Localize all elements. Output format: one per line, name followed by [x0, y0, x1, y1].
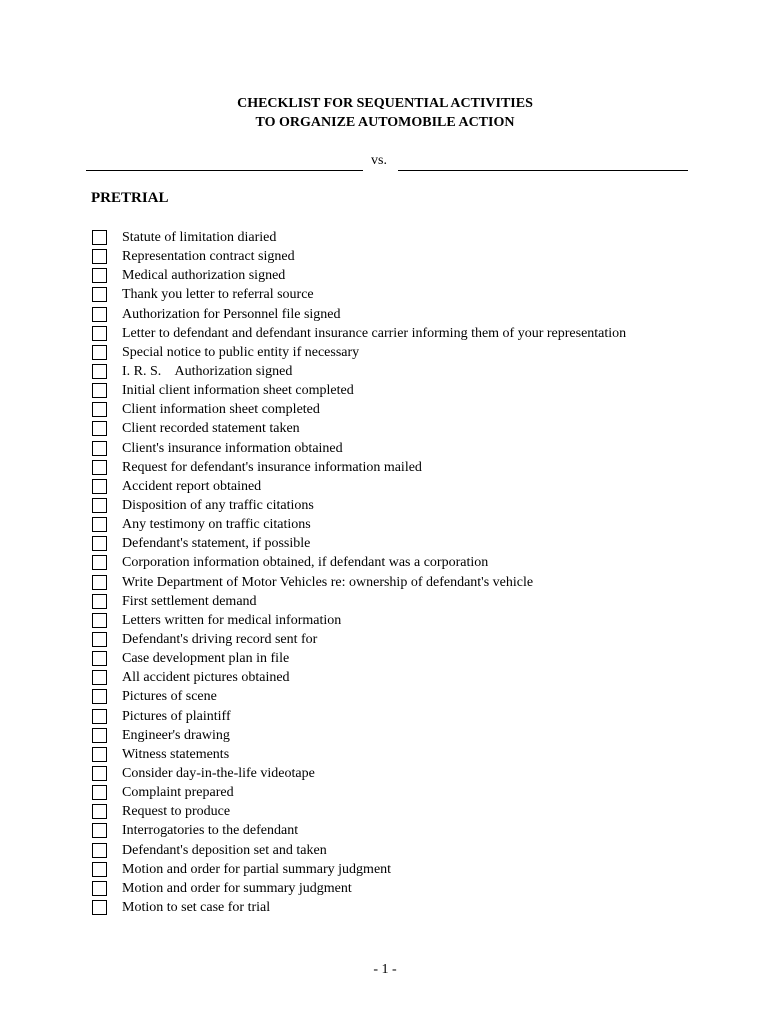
checkbox[interactable] — [92, 536, 107, 551]
checklist-item-label: Witness statements — [122, 746, 230, 762]
checklist-item-label: Request for defendant's insurance information mailed — [122, 459, 422, 475]
checkbox[interactable] — [92, 689, 107, 704]
checklist-item-label: Motion and order for summary judgment — [122, 880, 352, 896]
checkbox[interactable] — [92, 307, 107, 322]
checklist-item-label: Write Department of Motor Vehicles re: ownership of defendant's vehicle — [122, 574, 534, 590]
checkbox[interactable] — [92, 555, 107, 570]
checkbox[interactable] — [92, 632, 107, 647]
case-caption — [86, 152, 688, 172]
section-heading-pretrial: PRETRIAL — [91, 190, 169, 206]
checklist-item-label: Defendant's statement, if possible — [122, 536, 311, 552]
plaintiff-name-blank[interactable] — [86, 170, 363, 171]
checkbox[interactable] — [92, 594, 107, 609]
checkbox[interactable] — [92, 900, 107, 915]
checkbox[interactable] — [92, 843, 107, 858]
checkbox[interactable] — [92, 613, 107, 628]
vs-label: vs. — [371, 153, 387, 168]
document-title-line-2: TO ORGANIZE AUTOMOBILE ACTION — [255, 115, 515, 130]
checklist-item-label: Initial client information sheet completed — [122, 383, 354, 399]
checklist-item-label: Engineer's drawing — [122, 727, 230, 743]
checklist-item-label: I. R. S. Authorization signed — [122, 363, 293, 379]
checkbox[interactable] — [92, 268, 107, 283]
checklist-item-label: Accident report obtained — [122, 478, 262, 494]
checklist-item-label: Any testimony on traffic citations — [122, 517, 311, 533]
checkbox[interactable] — [92, 823, 107, 838]
checklist-item-label: Special notice to public entity if necessary — [122, 344, 360, 360]
checklist-item-label: Motion to set case for trial — [122, 899, 271, 915]
checklist-item-label: Case development plan in file — [122, 651, 290, 667]
checkbox[interactable] — [92, 785, 107, 800]
checkbox[interactable] — [92, 651, 107, 666]
page-number: - 1 - — [373, 962, 397, 977]
checklist-item-label: First settlement demand — [122, 593, 257, 609]
checklist-item-label: Representation contract signed — [122, 249, 295, 265]
checklist-item-label: Motion and order for partial summary judgment — [122, 861, 392, 877]
checkbox[interactable] — [92, 575, 107, 590]
checkbox[interactable] — [92, 249, 107, 264]
checkbox[interactable] — [92, 670, 107, 685]
checklist-item-label: Statute of limitation diaried — [122, 230, 277, 245]
checkbox[interactable] — [92, 364, 107, 379]
checkbox[interactable] — [92, 479, 107, 494]
checklist-item-label: Defendant's driving record sent for — [122, 631, 318, 647]
document-title-line-1: CHECKLIST FOR SEQUENTIAL ACTIVITIES — [237, 96, 533, 111]
checklist-item-label: Letter to defendant and defendant insurance carrier informing them of your representation — [122, 325, 627, 341]
checkbox[interactable] — [92, 345, 107, 360]
checklist-item-label: Letters written for medical information — [122, 612, 342, 628]
checklist-item-label: Pictures of plaintiff — [122, 708, 231, 724]
checkbox[interactable] — [92, 728, 107, 743]
checklist-item-label: Authorization for Personnel file signed — [122, 306, 341, 322]
checkbox[interactable] — [92, 766, 107, 781]
checkbox[interactable] — [92, 383, 107, 398]
checkbox[interactable] — [92, 881, 107, 896]
checkbox[interactable] — [92, 709, 107, 724]
checkbox[interactable] — [92, 441, 107, 456]
checklist-item-label: Interrogatories to the defendant — [122, 823, 299, 839]
checklist-item-label: Defendant's deposition set and taken — [122, 842, 327, 858]
checkbox[interactable] — [92, 747, 107, 762]
checkbox[interactable] — [92, 326, 107, 341]
checklist-item-label: Client information sheet completed — [122, 402, 320, 418]
checkbox[interactable] — [92, 287, 107, 302]
defendant-name-blank[interactable] — [398, 170, 688, 171]
checklist-item-label: Client recorded statement taken — [122, 421, 300, 437]
checkbox[interactable] — [92, 498, 107, 513]
checkbox[interactable] — [92, 460, 107, 475]
checklist-item-label: Medical authorization signed — [122, 268, 286, 284]
checklist-item-label: Corporation information obtained, if defendant was a corporation — [122, 555, 489, 571]
checklist-item-label: Complaint prepared — [122, 785, 234, 801]
checkbox[interactable] — [92, 517, 107, 532]
checkbox[interactable] — [92, 402, 107, 417]
checkbox[interactable] — [92, 862, 107, 877]
checklist-item-label: Request to produce — [122, 804, 231, 820]
checkbox[interactable] — [92, 421, 107, 436]
checkbox[interactable] — [92, 804, 107, 819]
checkbox[interactable] — [92, 230, 107, 245]
checklist-item-label: All accident pictures obtained — [122, 670, 290, 686]
checklist-item-label: Consider day-in-the-life videotape — [122, 765, 315, 781]
checklist-item-label: Disposition of any traffic citations — [122, 497, 314, 513]
checklist-item-label: Pictures of scene — [122, 689, 217, 705]
checklist-item-label: Thank you letter to referral source — [122, 287, 314, 303]
checklist-item-label: Client's insurance information obtained — [122, 440, 343, 456]
